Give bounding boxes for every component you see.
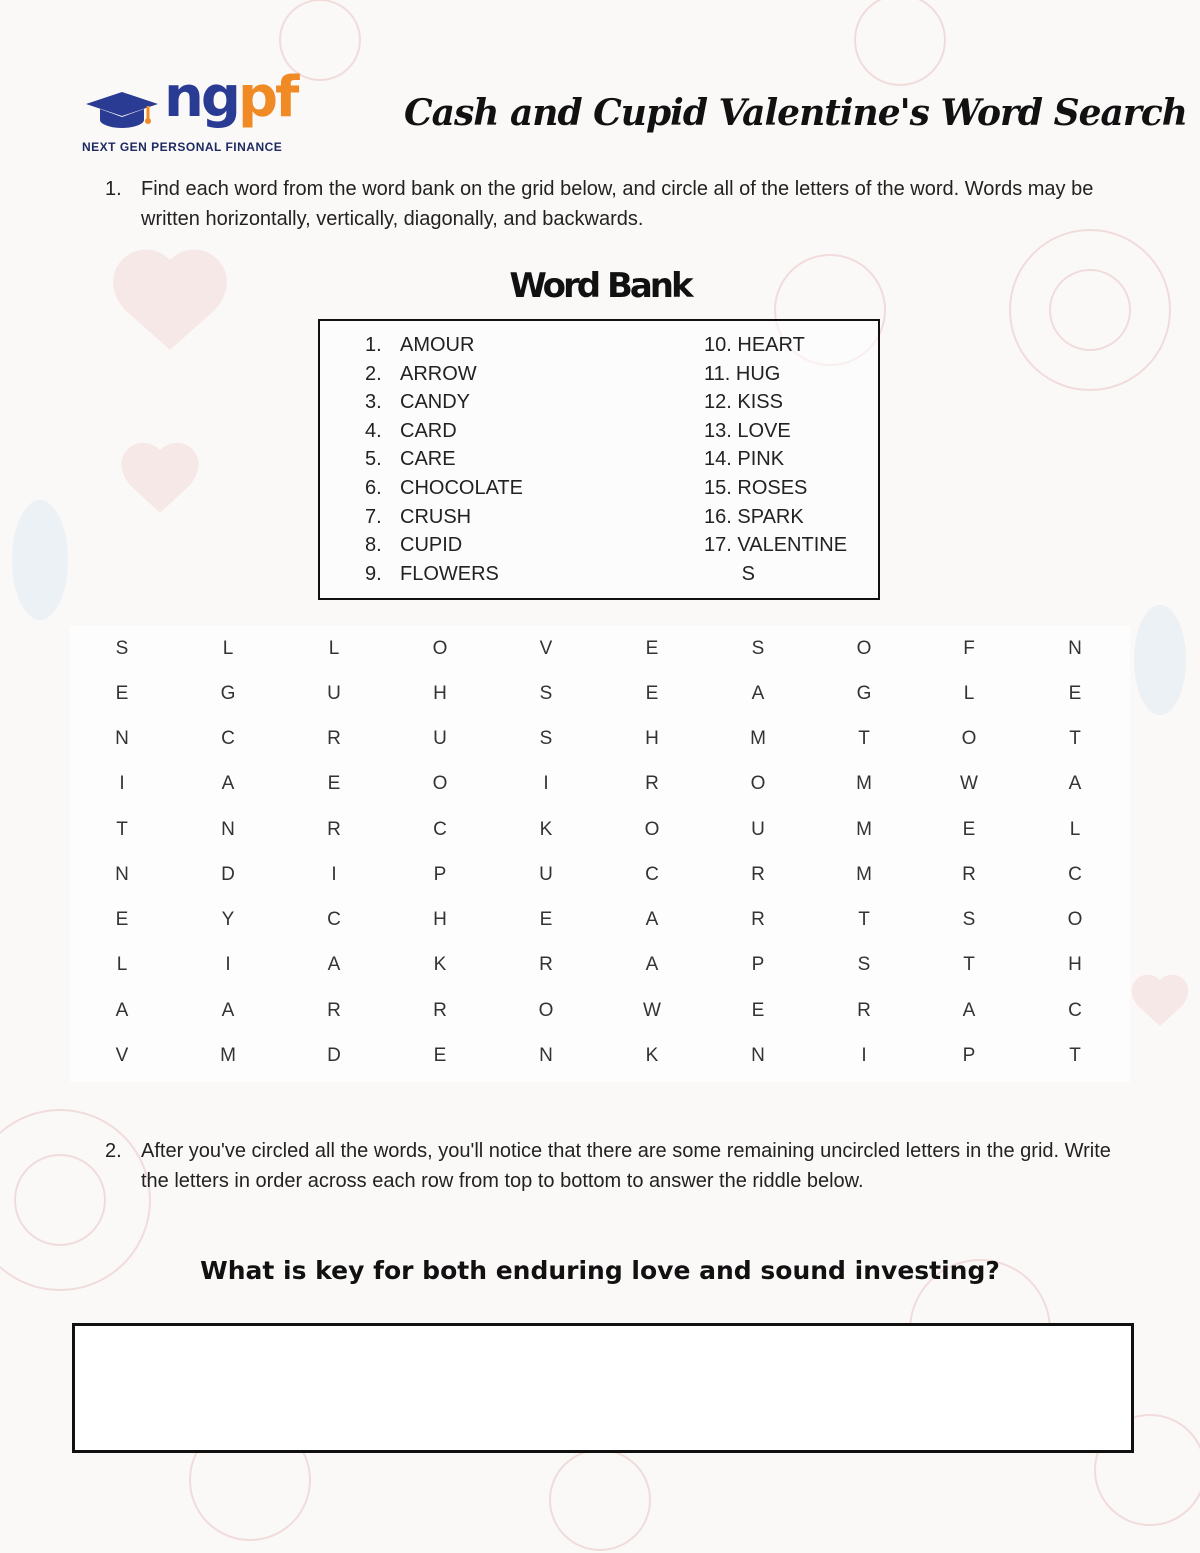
grid-letter[interactable]: R: [751, 864, 765, 885]
grid-letter[interactable]: A: [115, 1000, 129, 1021]
grid-letter[interactable]: R: [751, 909, 765, 930]
grid-letter[interactable]: O: [432, 638, 448, 659]
grid-letter[interactable]: N: [115, 864, 129, 885]
grid-letter[interactable]: O: [961, 728, 977, 749]
word-bank-number: 9.: [365, 562, 382, 585]
grid-letter[interactable]: O: [538, 1000, 554, 1021]
grid-letter[interactable]: C: [645, 864, 659, 885]
ngpf-logo: [82, 65, 297, 156]
grid-letter[interactable]: N: [221, 819, 235, 840]
word-bank-number: 17.: [704, 534, 732, 557]
word-bank-word: HUG: [735, 362, 781, 385]
word-bank-item: [704, 360, 847, 389]
grid-letter[interactable]: R: [433, 1000, 447, 1021]
word-bank-word: CARE: [400, 448, 456, 471]
grid-letter[interactable]: O: [750, 773, 766, 794]
grid-letter[interactable]: P: [751, 954, 765, 975]
word-bank-number: 16.: [704, 505, 732, 528]
instruction-1: [105, 174, 1105, 238]
grid-letter[interactable]: C: [327, 909, 341, 930]
grid-letter[interactable]: S: [115, 638, 129, 659]
grid-letter[interactable]: R: [327, 728, 341, 749]
grid-letter[interactable]: T: [1069, 1045, 1081, 1066]
grid-letter[interactable]: S: [857, 954, 871, 975]
word-bank-number: 11.: [704, 362, 731, 385]
word-bank-word: AMOUR: [400, 334, 475, 356]
logo-wordmark: ngpf: [164, 65, 297, 130]
grid-letter[interactable]: C: [221, 728, 235, 749]
word-bank-item: [704, 331, 847, 360]
grid-letter[interactable]: I: [119, 773, 125, 794]
word-bank-left-column: [365, 331, 523, 588]
grid-letter[interactable]: A: [327, 954, 341, 975]
word-bank-item: [365, 388, 523, 417]
word-bank-number: 5.: [365, 448, 382, 471]
grid-letter[interactable]: O: [856, 638, 872, 659]
grid-letter[interactable]: E: [115, 909, 129, 930]
grid-letter[interactable]: H: [433, 909, 447, 930]
word-bank-number: 8.: [365, 534, 382, 557]
grid-letter[interactable]: C: [1068, 1000, 1082, 1021]
grid-letter[interactable]: R: [539, 954, 553, 975]
grid-letter[interactable]: E: [433, 1045, 447, 1066]
grid-letter[interactable]: I: [543, 773, 549, 794]
grid-letter[interactable]: S: [751, 638, 765, 659]
word-bank-item: [704, 474, 847, 503]
grid-letter[interactable]: T: [1069, 728, 1081, 749]
grid-letter[interactable]: U: [751, 819, 765, 840]
grid-letter[interactable]: S: [539, 683, 553, 704]
grid-letter[interactable]: E: [539, 909, 553, 930]
grid-letter[interactable]: U: [539, 864, 553, 885]
word-bank-number: 2.: [365, 362, 382, 385]
grid-letter[interactable]: E: [751, 1000, 765, 1021]
grid-letter[interactable]: A: [962, 1000, 976, 1021]
word-bank-item: [365, 331, 523, 360]
page-title: Cash and Cupid Valentine's Word Search: [404, 92, 1187, 134]
word-bank-number: 10.: [704, 334, 732, 356]
grid-letter[interactable]: N: [751, 1045, 765, 1066]
grid-letter[interactable]: D: [221, 864, 235, 885]
grid-letter[interactable]: I: [861, 1045, 867, 1066]
grid-letter[interactable]: E: [327, 773, 341, 794]
grid-letter[interactable]: L: [116, 954, 128, 975]
word-bank-number: 13.: [704, 419, 732, 442]
instruction-2: [105, 1136, 1115, 1232]
riddle-question: What is key for both enduring love and sound investing?: [200, 1256, 1000, 1285]
answer-box[interactable]: [72, 1323, 1134, 1453]
grid-letter[interactable]: R: [327, 819, 341, 840]
grid-letter[interactable]: H: [433, 683, 447, 704]
grid-letter[interactable]: W: [960, 773, 978, 794]
graduation-cap-icon: [82, 90, 162, 130]
grid-letter[interactable]: K: [539, 819, 553, 840]
grid-letter[interactable]: H: [1068, 954, 1082, 975]
word-bank-word: CRUSH: [400, 505, 472, 528]
grid-letter[interactable]: N: [1068, 638, 1082, 659]
grid-letter[interactable]: N: [539, 1045, 553, 1066]
word-bank-item: [704, 531, 847, 560]
grid-letter[interactable]: U: [327, 683, 341, 704]
grid-letter[interactable]: I: [225, 954, 231, 975]
word-bank-word: CANDY: [400, 391, 471, 414]
grid-letter[interactable]: P: [433, 864, 447, 885]
grid-letter[interactable]: G: [220, 683, 236, 704]
word-bank-item: [704, 560, 847, 589]
word-bank-item: [365, 474, 523, 503]
word-bank-word: PINK: [737, 448, 785, 471]
grid-letter[interactable]: A: [645, 909, 659, 930]
word-bank-number: 12.: [704, 391, 732, 414]
grid-letter[interactable]: E: [645, 683, 659, 704]
grid-letter[interactable]: U: [433, 728, 447, 749]
grid-letter[interactable]: R: [645, 773, 659, 794]
word-bank-item: [365, 560, 523, 589]
word-bank-number: 4.: [365, 419, 382, 442]
grid-letter[interactable]: T: [116, 819, 128, 840]
word-bank-number: 6.: [365, 476, 382, 499]
grid-letter[interactable]: P: [962, 1045, 976, 1066]
instruction-number: 1.: [105, 178, 122, 200]
grid-letter[interactable]: L: [222, 638, 234, 659]
grid-letter[interactable]: V: [539, 638, 553, 659]
grid-letter[interactable]: M: [856, 773, 872, 794]
grid-letter[interactable]: G: [856, 683, 872, 704]
grid-letter[interactable]: O: [432, 773, 448, 794]
word-bank-item: [365, 503, 523, 532]
word-bank-number: 1.: [365, 334, 382, 356]
grid-letter[interactable]: A: [751, 683, 765, 704]
grid-letter[interactable]: T: [858, 909, 870, 930]
word-bank-item: [704, 388, 847, 417]
word-bank-word: CUPID: [400, 534, 463, 557]
word-bank-item: [704, 445, 847, 474]
grid-letter[interactable]: S: [539, 728, 553, 749]
word-bank-word: CARD: [400, 419, 457, 442]
grid-letter[interactable]: C: [1068, 864, 1082, 885]
word-bank-word: S: [741, 562, 755, 585]
grid-letter[interactable]: H: [645, 728, 659, 749]
grid-letter[interactable]: S: [962, 909, 976, 930]
grid-letter[interactable]: A: [221, 1000, 235, 1021]
grid-letter[interactable]: E: [1068, 683, 1082, 704]
word-bank-item: [704, 417, 847, 446]
word-bank-word: VALENTINE: [737, 534, 848, 557]
word-bank-item: [365, 417, 523, 446]
grid-letter[interactable]: L: [328, 638, 340, 659]
word-bank-word: ARROW: [400, 362, 477, 385]
grid-letter[interactable]: N: [115, 728, 129, 749]
word-bank-number: 14.: [704, 448, 732, 471]
word-bank-number: 15.: [704, 476, 732, 499]
grid-letter[interactable]: K: [645, 1045, 659, 1066]
grid-letter[interactable]: R: [857, 1000, 871, 1021]
grid-letter[interactable]: O: [1067, 909, 1083, 930]
word-bank-word: HEART: [737, 334, 805, 356]
grid-letter[interactable]: R: [327, 1000, 341, 1021]
word-bank-right-column: [704, 331, 847, 588]
word-search-grid[interactable]: [70, 626, 1130, 1082]
instruction-text: Find each word from the word bank on the grid below, and circle all of the letters of the word. Words may be written horizontally, vertically, diagonally, and backwards.: [141, 178, 1094, 230]
grid-letter[interactable]: E: [645, 638, 659, 659]
grid-letter[interactable]: O: [644, 819, 660, 840]
word-bank-item: [365, 360, 523, 389]
word-bank-word: SPARK: [737, 505, 804, 528]
grid-letter[interactable]: A: [221, 773, 235, 794]
grid-letter[interactable]: K: [433, 954, 447, 975]
grid-letter[interactable]: E: [115, 683, 129, 704]
word-bank-item: [704, 503, 847, 532]
word-bank-number: 3.: [365, 391, 382, 414]
grid-letter[interactable]: C: [433, 819, 447, 840]
grid-letter[interactable]: A: [1068, 773, 1082, 794]
grid-letter[interactable]: Y: [221, 909, 235, 930]
grid-letter[interactable]: L: [963, 683, 975, 704]
word-bank-word: CHOCOLATE: [400, 476, 523, 499]
word-bank-item: [365, 445, 523, 474]
instruction-text: After you've circled all the words, you'll notice that there are some remaining uncircled letters in the grid. Write the letters in order across each row from top to bottom to answer the riddle below.: [141, 1140, 1111, 1192]
word-bank-number: 7.: [365, 505, 382, 528]
grid-letter[interactable]: M: [220, 1045, 236, 1066]
grid-letter[interactable]: I: [331, 864, 337, 885]
grid-letter[interactable]: A: [645, 954, 659, 975]
word-bank-item: [365, 531, 523, 560]
logo-subtitle: NEXT GEN PERSONAL FINANCE: [82, 140, 283, 154]
grid-letter[interactable]: T: [858, 728, 870, 749]
grid-letter[interactable]: M: [856, 819, 872, 840]
grid-letter[interactable]: D: [327, 1045, 341, 1066]
grid-letter[interactable]: E: [962, 819, 976, 840]
word-bank-word: ROSES: [737, 476, 808, 499]
grid-letter[interactable]: M: [856, 864, 872, 885]
word-bank-word: LOVE: [737, 419, 791, 442]
grid-letter[interactable]: V: [115, 1045, 129, 1066]
grid-letter[interactable]: L: [1069, 819, 1081, 840]
grid-letter[interactable]: R: [962, 864, 976, 885]
word-bank-word: FLOWERS: [400, 562, 499, 585]
grid-letter[interactable]: W: [643, 1000, 661, 1021]
word-bank-heading: Word Bank: [509, 266, 691, 306]
grid-letter[interactable]: M: [750, 728, 766, 749]
word-bank-word: KISS: [737, 391, 783, 414]
grid-letter[interactable]: T: [963, 954, 975, 975]
grid-letter[interactable]: F: [963, 638, 975, 659]
instruction-number: 2.: [105, 1140, 122, 1162]
word-bank-box: [318, 319, 880, 600]
